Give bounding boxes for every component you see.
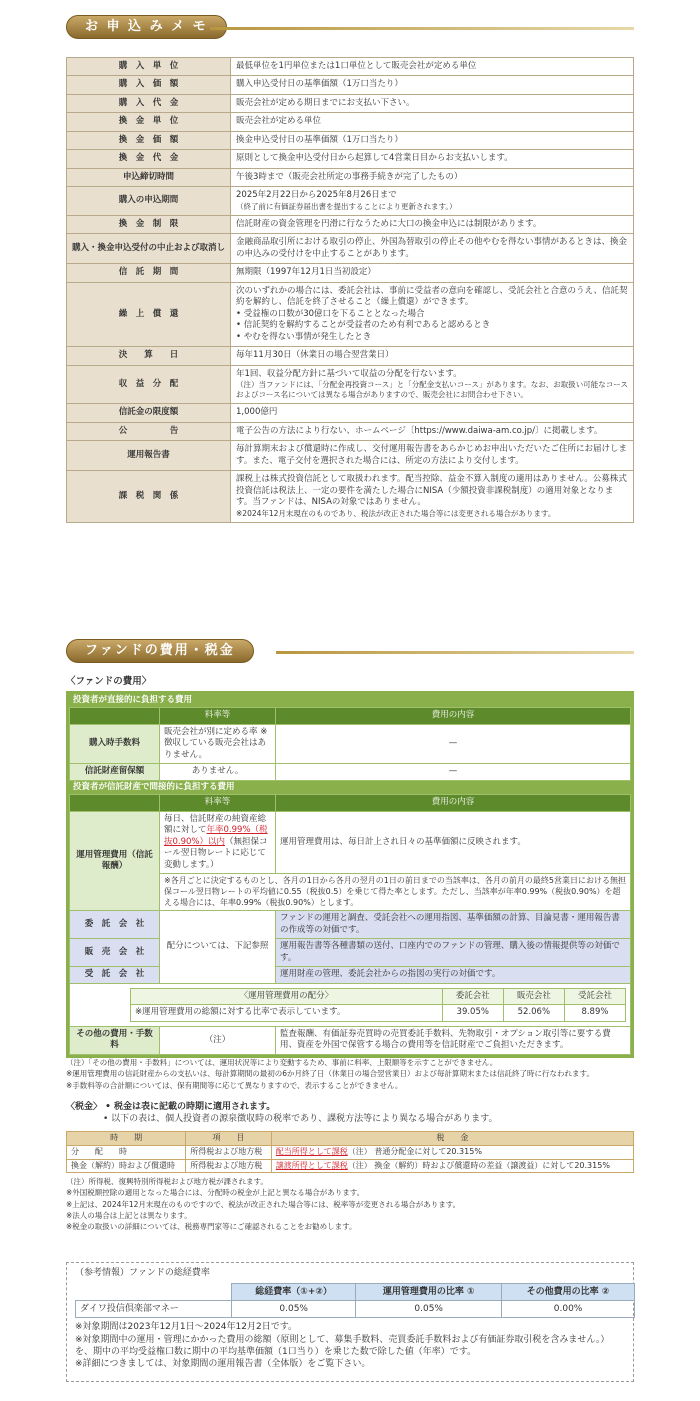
mgmt-fee-content: 運用管理費用は、毎日計上され日々の基準価額に反映されます。 — [276, 811, 631, 873]
memo-row — [67, 347, 634, 365]
memo-row — [67, 113, 634, 131]
memo-row — [67, 131, 634, 149]
memo-row — [67, 76, 634, 94]
tax-r1c-red: 配当所得として課税 — [275, 1146, 348, 1156]
memo-table — [66, 57, 634, 523]
memo-value — [231, 365, 634, 404]
ref-h1: 総経費率（①+②） — [232, 1284, 356, 1301]
ref-v1: 0.05% — [232, 1301, 356, 1318]
memo-key: 購 入 価 額 — [67, 76, 231, 94]
tax-r2c-red: 譲渡所得として課税 — [275, 1160, 348, 1170]
memo-title: お 申 込 み メ モ — [66, 15, 227, 39]
memo-key: 信 託 期 間 — [67, 264, 231, 282]
tax-r1b: 所得税および地方税 — [186, 1145, 272, 1159]
alloc-table — [130, 988, 626, 1022]
tax-note: ※外国税額控除の適用となった場合には、分配時の税金が上記と異なる場合があります。 — [66, 1188, 365, 1198]
memo-key: 課 税 関 係 — [67, 471, 231, 523]
blank-header — [70, 795, 160, 811]
memo-row — [67, 94, 634, 112]
memo-key: 信託金の限度額 — [67, 404, 231, 422]
memo-value-line: 電子公告の方法により行ない、ホームページ〔https://www.daiwa-am.co.jp/〕に掲載します。 — [236, 425, 603, 436]
fee-band-indirect: 投資者が信託財産で間接的に負担する費用 — [73, 781, 235, 792]
memo-value — [231, 282, 634, 346]
memo-value-line: • 受益権の口数が30億口を下ることとなった場合 — [236, 308, 425, 319]
memo-key: 繰 上 償 還 — [67, 282, 231, 346]
mgmt-rate-a: 毎日、信託財産の純資産総額に対して — [164, 813, 267, 836]
memo-value-line: • やむを得ない事情が発生したとき — [236, 331, 372, 342]
tax-h1: 時 期 — [67, 1132, 186, 1146]
col-content: 費用の内容 — [276, 708, 631, 724]
memo-row — [67, 471, 634, 523]
memo-value — [231, 234, 634, 264]
tax-notes — [66, 1176, 460, 1232]
mgmt-rate-red: 年率0.99%（税抜0.90%）以内 — [164, 825, 268, 847]
memo-row — [67, 234, 634, 264]
memo-value — [231, 471, 634, 523]
buy-fee-label: 購入時手数料 — [70, 724, 160, 763]
memo-value-line: （終了前に有価証券届出書を提出することにより更新されます。） — [236, 201, 457, 211]
ref-note: ※対象期間中の運用・管理にかかった費用の総額（原則として、募集手数料、売買委託手数料および有価証券取引税を含みません。）を、期中の平均受益権口数に期中の平均基準価額（1口当り）を乗じた数で除した値（年率）です。 — [75, 1334, 610, 1357]
other-fee-rate: （注） — [160, 1026, 276, 1054]
blank-header — [76, 1284, 232, 1301]
buy-fee-content: — — [276, 724, 631, 763]
memo-key: 購入の申込期間 — [67, 187, 231, 216]
memo-value — [231, 131, 634, 149]
memo-key: 換 金 代 金 — [67, 150, 231, 168]
memo-value — [231, 94, 634, 112]
memo-value-line: 換金申込受付日の基準価額（1万口当たり） — [236, 134, 403, 145]
memo-value — [231, 422, 634, 440]
mgmt-fee-note: ※各月ごとに決定するものとし、各月の1日から各月の翌月の1日の前日までの当該率は、各月の前月の最終5営業日における無担保コール翌日物レートの平均値に0.55（税抜0.5）を乗じて得た率とします。ただし、当該率が年率0.99%（税抜0.90%）を超える場合には、年率0.99%（税抜0.90%）とします。 — [160, 874, 631, 911]
header-rule — [276, 651, 634, 654]
blank-header — [70, 708, 160, 724]
alloc-ref: 配分については、下記参照 — [160, 911, 276, 983]
memo-row — [67, 441, 634, 471]
fee-note: （注）「その他の費用・手数料」については、運用状況等により変動するため、事前に料率、上限額等を示すことができません。 — [66, 1058, 498, 1067]
reference-box — [66, 1262, 634, 1382]
tax-table — [66, 1131, 634, 1173]
tax-note: ※法人の場合は上記とは異なります。 — [66, 1210, 192, 1220]
ref-note: ※詳細につきましては、対象期間の運用報告書（全体版）をご覧下さい。 — [75, 1358, 371, 1369]
memo-value — [231, 347, 634, 365]
tax-r1c — [271, 1145, 633, 1159]
alloc-label: ※運用管理費用の総額に対する比率で表示しています。 — [131, 1005, 443, 1021]
memo-value-line: 午後3時まで（販売会社所定の事務手続きが完了したもの） — [236, 171, 463, 182]
trustor-content: ファンドの運用と調査、受託会社への運用指図、基準価額の計算、目論見書・運用報告書の作成等の対価です。 — [276, 911, 631, 939]
memo-section-header — [66, 14, 227, 40]
tax-r2c — [271, 1159, 633, 1173]
memo-key: 公 告 — [67, 422, 231, 440]
memo-value-line: 2025年2月22日から2025年8月26日まで — [236, 190, 397, 201]
fee-block — [66, 691, 634, 1058]
memo-value-line: 無期限（1997年12月1日当初設定） — [236, 267, 376, 278]
memo-value-line: 次のいずれかの場合には、委託会社は、事前に受益者の意向を確認し、受託会社と合意のうえ、信託契約を解約し、信託を終了させること（繰上償還）ができます。 — [236, 285, 628, 308]
distributor-content: 運用報告書等各種書類の送付、口座内でのファンドの管理、購入後の情報提供等の対価です。 — [276, 939, 631, 967]
fee-note: ※手数料等の合計額については、保有期間等に応じて異なりますので、表示することができません。 — [66, 1080, 403, 1090]
tax-r1a: 分 配 時 — [67, 1145, 186, 1159]
memo-value-line: • 信託契約を解約することが受益者のため有利であると認めるとき — [236, 320, 491, 331]
memo-key: 購 入 代 金 — [67, 94, 231, 112]
memo-value-line: ※2024年12月末現在のものであり、税法が改正された場合等には変更される場合があります。 — [236, 508, 556, 518]
memo-key: 決 算 日 — [67, 347, 231, 365]
memo-row — [67, 187, 634, 216]
memo-row — [67, 168, 634, 186]
memo-key: 購 入 単 位 — [67, 58, 231, 76]
mgmt-fee-label: 運用管理費用（信託報酬） — [70, 811, 160, 911]
alloc-wrapper — [70, 983, 631, 1026]
memo-value-line: 金融商品取引所における取引の停止、外国為替取引の停止その他やむを得ない事情があるときは、換金の申込みの受付けを中止することがあります。 — [236, 237, 628, 259]
buy-fee-rate: 販売会社が別に定める率 ※徴収している販売会社はありません。 — [160, 724, 276, 763]
fee-notes — [66, 1057, 594, 1091]
ref-table — [75, 1283, 635, 1318]
alloc-h2: 販売会社 — [503, 988, 564, 1004]
memo-value-line: 毎計算期末および償還時に作成し、交付運用報告書をあらかじめお申出いただいたご住所にお届けします。また、電子交付を選択された場合には、所定の方法により交付します。 — [236, 444, 628, 466]
tax-head-2: • 以下の表は、個人投資者の源泉徴収時の税率であり、課税方法等により異なる場合があります。 — [103, 1114, 498, 1125]
memo-value — [231, 58, 634, 76]
distributor-label: 販 売 会 社 — [70, 939, 160, 967]
mgmt-fee-rate — [160, 811, 276, 873]
other-fee-content: 監査報酬、有価証券売買時の売買委託手数料、先物取引・オプション取引等に要する費用、資産を外国で保管する場合の費用等を信託財産でご負担いただきます。 — [276, 1026, 631, 1054]
tax-note: ※税金の取扱いの詳細については、税務専門家等にご確認されることをお勧めします。 — [66, 1222, 357, 1231]
fee-section-title: ファンドの費用・税金 — [66, 639, 254, 663]
memo-value-line: 販売会社が定める期日までにお支払い下さい。 — [236, 97, 415, 108]
ref-note: ※対象期間は2023年12月1日～2024年12月2日です。 — [75, 1322, 297, 1333]
memo-value — [231, 150, 634, 168]
fee-direct-table — [69, 707, 631, 780]
fee-indirect-table — [69, 794, 631, 1054]
memo-value — [231, 404, 634, 422]
memo-row — [67, 404, 634, 422]
memo-value-line: 毎年11月30日（休業日の場合翌営業日） — [236, 350, 394, 361]
memo-value-line: 購入申込受付日の基準価額（1万口当たり） — [236, 79, 403, 90]
memo-value — [231, 113, 634, 131]
memo-value-line: 1,000億円 — [236, 407, 278, 418]
memo-key: 申込締切時間 — [67, 168, 231, 186]
tax-r1c-text: （注） 普通分配金に対して20.315% — [347, 1146, 482, 1156]
tax-note: （注）所得税、復興特別所得税および地方税が課されます。 — [66, 1177, 268, 1186]
memo-row — [67, 282, 634, 346]
ref-title: （参考情報）ファンドの総経費率 — [75, 1268, 210, 1278]
tax-h3: 税 金 — [271, 1132, 633, 1146]
tax-r2c-text: （注） 換金（解約）時および償還時の差益（譲渡益）に対して20.315% — [347, 1160, 610, 1170]
memo-value-line: 最低単位を1円単位または1口単位として販売会社が定める単位 — [236, 61, 477, 71]
reserve-content: — — [276, 764, 631, 780]
memo-row — [67, 365, 634, 404]
trustee-content: 運用財産の管理、委託会社からの指図の実行の対価です。 — [276, 967, 631, 983]
memo-key: 換 金 価 額 — [67, 131, 231, 149]
tax-note: ※上記は、2024年12月末現在のものですので、税法が改正された場合等には、税率等が変更される場合があります。 — [66, 1199, 461, 1209]
memo-key: 収 益 分 配 — [67, 365, 231, 404]
memo-row — [67, 150, 634, 168]
memo-key: 運用報告書 — [67, 441, 231, 471]
memo-value — [231, 187, 634, 216]
memo-value — [231, 76, 634, 94]
alloc-v3: 8.89% — [564, 1005, 625, 1021]
memo-value — [231, 215, 634, 233]
alloc-h1: 委託会社 — [442, 988, 503, 1004]
ref-fund: ダイワ投信倶楽部マネー — [76, 1301, 232, 1318]
col-content: 費用の内容 — [276, 795, 631, 811]
fee-subtitle: 〈ファンドの費用〉 — [66, 676, 152, 687]
memo-key: 換 金 制 限 — [67, 215, 231, 233]
ref-v2: 0.05% — [356, 1301, 502, 1318]
tax-r2a: 換金（解約）時および償還時 — [67, 1159, 186, 1173]
memo-row — [67, 215, 634, 233]
ref-v3: 0.00% — [502, 1301, 635, 1318]
col-rate: 料率等 — [160, 795, 276, 811]
memo-key: 換 金 単 位 — [67, 113, 231, 131]
memo-row — [67, 264, 634, 282]
alloc-h0: 〈運用管理費用の配分〉 — [131, 988, 443, 1004]
trustee-label: 受 託 会 社 — [70, 967, 160, 983]
mgmt-rate-b: （無担保コール翌日物レートに応じて変動します。） — [164, 836, 268, 870]
tax-head-1: 〈税金〉 • 税金は表に記載の時期に適用されます。 — [66, 1102, 276, 1112]
alloc-v2: 52.06% — [503, 1005, 564, 1021]
memo-value-line: 原則として換金申込受付日から起算して4営業日目からお支払いします。 — [236, 153, 513, 164]
fee-section-header — [66, 638, 254, 664]
ref-h2: 運用管理費用の比率 ① — [356, 1284, 502, 1301]
reserve-label: 信託財産留保額 — [70, 764, 160, 780]
memo-key: 購入・換金申込受付の中止および取消し — [67, 234, 231, 264]
fee-note: ※運用管理費用の信託財産からの支払いは、毎計算期間の最初の6か月終了日（休業日の場合翌営業日）および毎計算期末または信託終了時に行なわれます。 — [66, 1069, 594, 1079]
memo-value — [231, 168, 634, 186]
alloc-h3: 受託会社 — [564, 988, 625, 1004]
memo-value-line: （注）当ファンドには、「分配金再投資コース」と「分配金支払いコース」があります。なお、お取扱い可能なコースおよびコース名については異なる場合がありますので、販売会社にお問合わせ下さい。 — [236, 380, 628, 400]
memo-value-line: 年1回、収益分配方針に基づいて収益の分配を行ないます。 — [236, 368, 462, 379]
ref-h3: その他費用の比率 ② — [502, 1284, 635, 1301]
memo-row — [67, 58, 634, 76]
tax-h2: 項 目 — [186, 1132, 272, 1146]
col-rate: 料率等 — [160, 708, 276, 724]
memo-value — [231, 441, 634, 471]
header-rule — [210, 27, 634, 30]
other-fee-label: その他の費用・手数料 — [70, 1026, 160, 1054]
tax-r2b: 所得税および地方税 — [186, 1159, 272, 1173]
memo-value-line: 信託財産の資金管理を円滑に行なうために大口の換金申込には制限があります。 — [236, 218, 542, 229]
memo-value-line: 販売会社が定める単位 — [236, 116, 322, 127]
tax-header — [66, 1101, 497, 1125]
fee-band-direct: 投資者が直接的に負担する費用 — [73, 695, 193, 705]
memo-value-line: 課税上は株式投資信託として取扱われます。配当控除、益金不算入制度の適用はありません。公募株式投資信託は税法上、一定の要件を満たした場合にNISA（少額投資非課税制度）の適用対象となります。当ファンドは、NISAの対象ではありません。 — [236, 474, 627, 508]
memo-value — [231, 264, 634, 282]
trustor-label: 委 託 会 社 — [70, 911, 160, 939]
reserve-rate: ありません。 — [160, 764, 276, 780]
alloc-v1: 39.05% — [442, 1005, 503, 1021]
memo-row — [67, 422, 634, 440]
